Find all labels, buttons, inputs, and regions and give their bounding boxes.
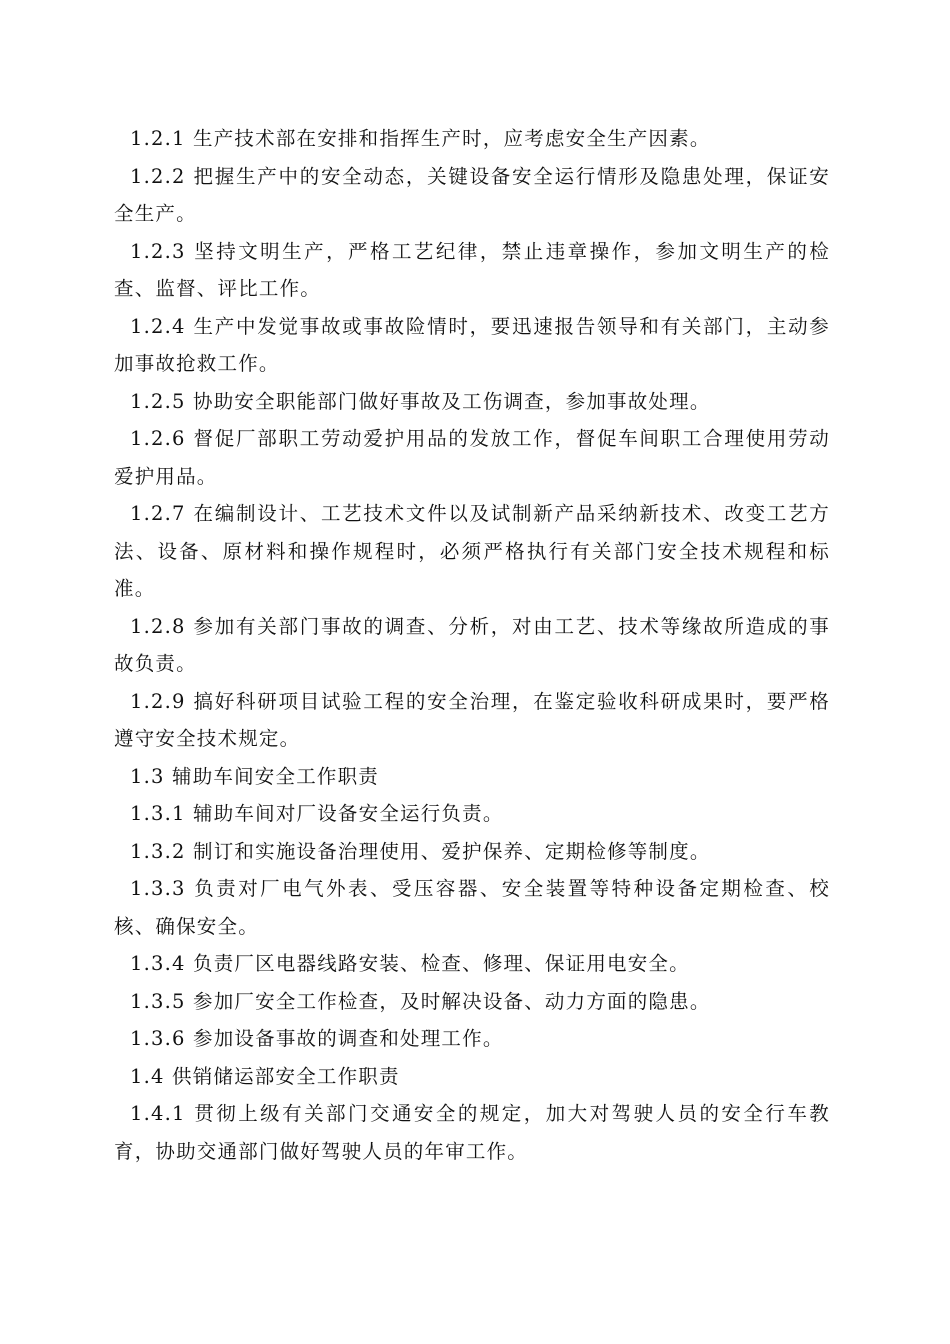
section-heading-1-3: 1.3 辅助车间安全工作职责: [130, 764, 380, 788]
paragraph-1-2-3: 1.2.3 坚持文明生产，严格工艺纪律，禁止违章操作，参加文明生产的检查、监督、评比工作。: [114, 239, 830, 300]
paragraph-1-3-6: 1.3.6 参加设备事故的调查和处理工作。: [130, 1027, 504, 1050]
paragraph-1-2-6: 1.2.6 督促厂部职工劳动爱护用品的发放工作，督促车间职工合理使用劳动爱护用品。: [114, 427, 830, 488]
paragraph-1-2-4: 1.2.4 生产中发觉事故或事故险情时，要迅速报告领导和有关部门，主动参加事故抢救工作。: [114, 314, 830, 375]
paragraph-1-2-5: 1.2.5 协助安全职能部门做好事故及工伤调查，参加事故处理。: [130, 389, 711, 413]
paragraph-1-3-3: 1.3.3 负责对厂电气外表、受压容器、安全装置等特种设备定期检查、校核、确保安全。: [114, 877, 830, 938]
paragraph-1-3-2: 1.3.2 制订和实施设备治理使用、爱护保养、定期检修等制度。: [130, 839, 711, 863]
document-body: [114, 120, 830, 1170]
paragraph-1-2-2: 1.2.2 把握生产中的安全动态，关键设备安全运行情形及隐患处理，保证安全生产。: [114, 164, 830, 225]
section-heading-1-4: 1.4 供销储运部安全工作职责: [130, 1064, 400, 1088]
paragraph-1-3-4: 1.3.4 负责厂区电器线路安装、检查、修理、保证用电安全。: [130, 952, 690, 975]
paragraph-1-3-1: 1.3.1 辅助车间对厂设备安全运行负责。: [130, 802, 504, 825]
paragraph-1-3-5: 1.3.5 参加厂安全工作检查，及时解决设备、动力方面的隐患。: [130, 989, 711, 1013]
paragraph-1-2-8: 1.2.8 参加有关部门事故的调查、分析，对由工艺、技术等缘故所造成的事故负责。: [114, 614, 830, 675]
paragraph-1-2-9: 1.2.9 搞好科研项目试验工程的安全治理，在鉴定验收科研成果时，要严格遵守安全技术规定。: [114, 689, 830, 750]
paragraph-1-2-7: 1.2.7 在编制设计、工艺技术文件以及试制新产品采纳新技术、改变工艺方法、设备、原材料和操作规程时，必须严格执行有关部门安全技术规程和标准。: [114, 502, 830, 600]
paragraph-1-4-1: 1.4.1 贯彻上级有关部门交通安全的规定，加大对驾驶人员的安全行车教育，协助交通部门做好驾驶人员的年审工作。: [114, 1102, 830, 1163]
paragraph-1-2-1: 1.2.1 生产技术部在安排和指挥生产时，应考虑安全生产因素。: [130, 127, 711, 150]
